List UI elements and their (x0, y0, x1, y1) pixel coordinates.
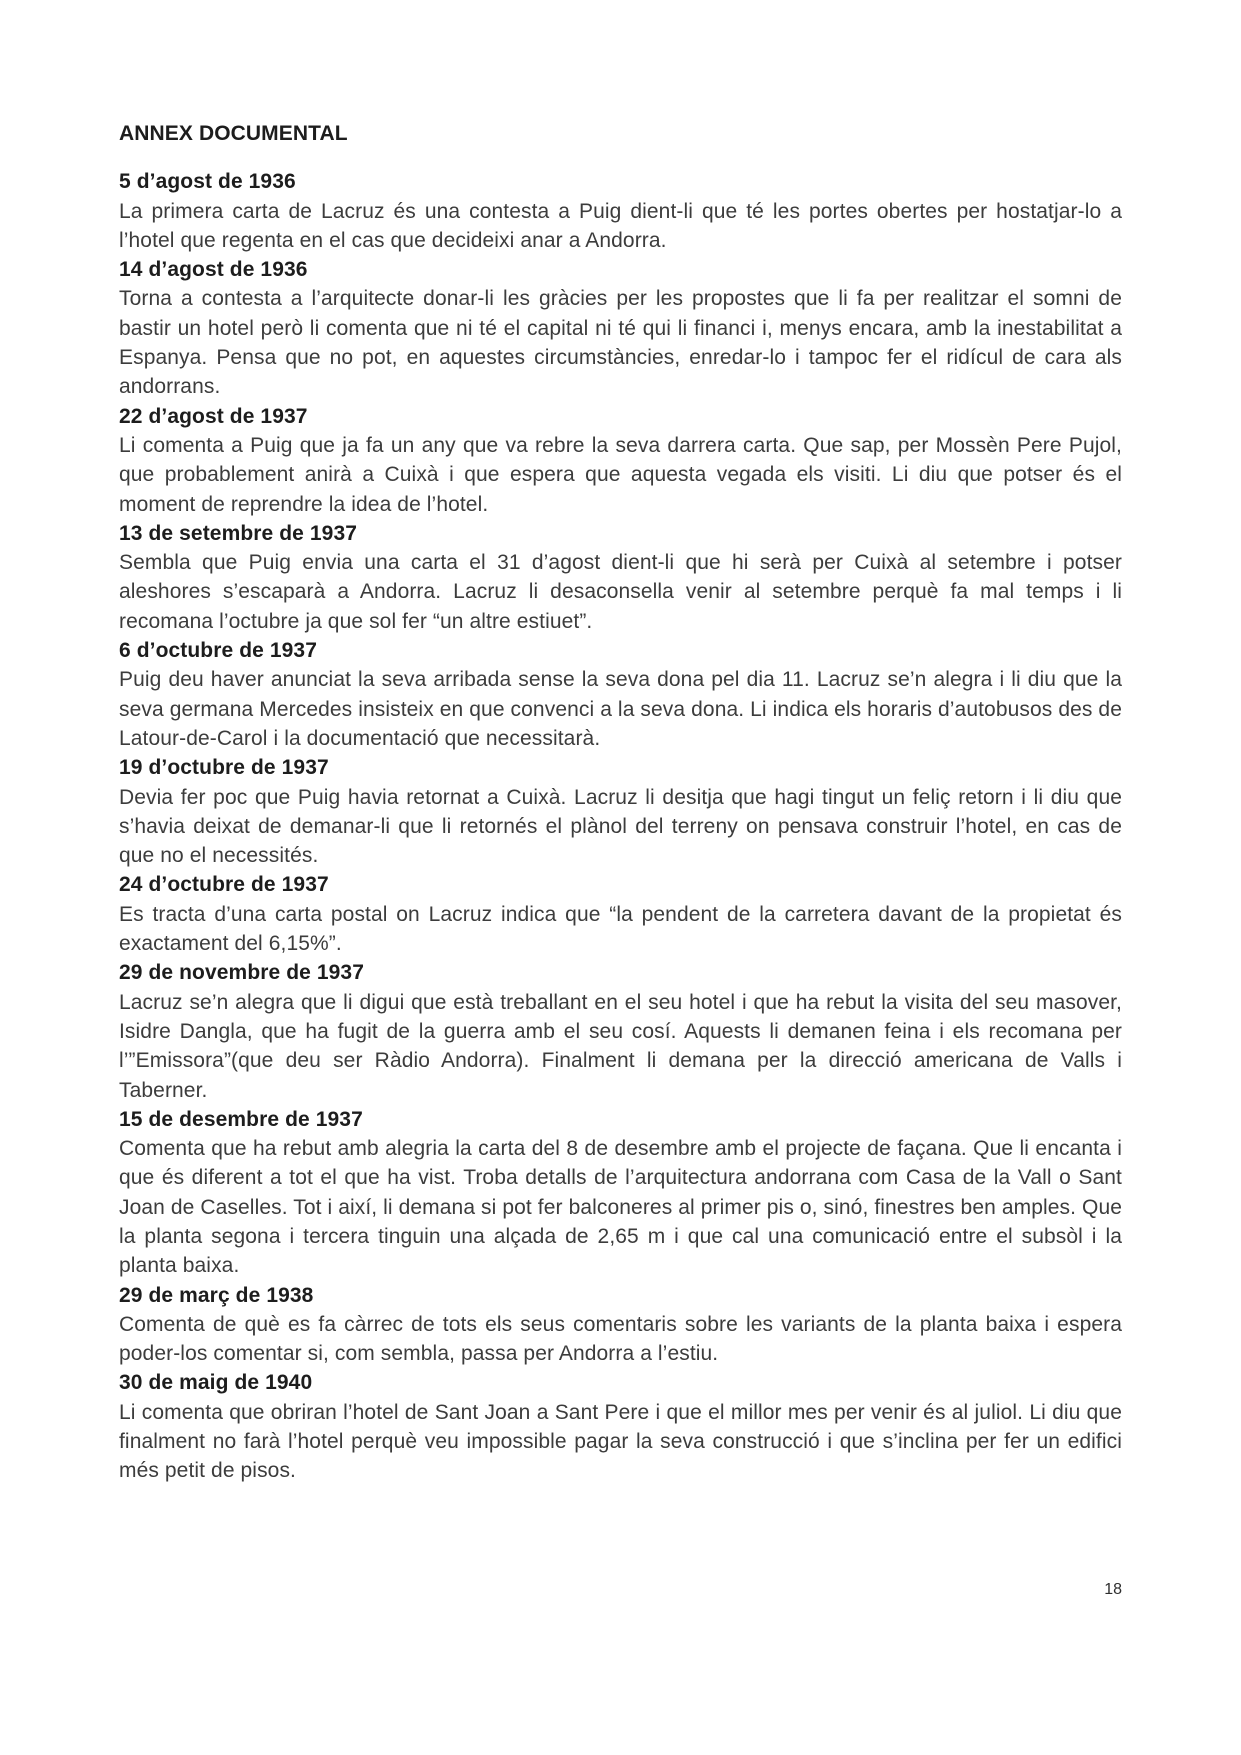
entry-date-heading: 22 d’agost de 1937 (119, 404, 308, 428)
section-entry (119, 753, 1122, 870)
entry-date-heading: 13 de setembre de 1937 (119, 521, 358, 545)
document-body (119, 119, 1122, 1486)
entry-paragraph: Devia fer poc que Puig havia retornat a Cuixà. Lacruz li desitja que hagi tingut un feliç retorn i li diu que s’havia deixat de demanar-li que li retornés el plànol del terreny on pensava construir l’hotel, en cas de que no el necessités. (119, 785, 1122, 868)
page-number: 18 (1104, 1581, 1122, 1598)
entry-date-heading: 29 de novembre de 1937 (119, 961, 364, 985)
entry-date-heading: 5 d’agost de 1936 (119, 170, 296, 194)
entry-date-heading: 14 d’agost de 1936 (119, 258, 308, 282)
section-entry (119, 519, 1122, 636)
entry-paragraph: Li comenta que obriran l’hotel de Sant Joan a Sant Pere i que el millor mes per venir és al juliol. Li diu que finalment no farà l’hotel perquè veu impossible pagar la seva construcció i que s’inclina per fer un edifici més petit de pisos. (119, 1400, 1122, 1483)
entry-date-heading: 29 de març de 1938 (119, 1283, 314, 1307)
entry-date-heading: 6 d’octubre de 1937 (119, 639, 317, 663)
section-entry (119, 255, 1122, 401)
entry-paragraph: Puig deu haver anunciat la seva arribada sense la seva dona pel dia 11. Lacruz se’n alegra i li diu que la seva germana Mercedes insisteix en que convenci a la seva dona. Li indica els horaris d’autobusos des de Latour-de-Carol i la documentació que necessitarà. (119, 668, 1122, 750)
entry-paragraph: La primera carta de Lacruz és una contesta a Puig dient-li que té les portes obertes per hostatjar-lo a l’hotel que regenta en el cas que decideixi anar a Andorra. (119, 199, 1122, 252)
section-entry (119, 1105, 1122, 1281)
entry-date-heading: 19 d’octubre de 1937 (119, 756, 329, 780)
entry-date-heading: 30 de maig de 1940 (119, 1371, 313, 1395)
section-entry (119, 1368, 1122, 1485)
page-title: ANNEX DOCUMENTAL (119, 122, 348, 145)
entry-date-heading: 24 d’octubre de 1937 (119, 873, 329, 897)
section-entry (119, 870, 1122, 958)
entry-paragraph: Comenta que ha rebut amb alegria la carta del 8 de desembre amb el projecte de façana. Que li encanta i que és diferent a tot el que ha vist. Troba detalls de l’arquitectura andorrana com Casa de la Vall o Sant Joan de Caselles. Tot i així, li demana si pot fer balconeres al primer pis o, sinó, finestres ben amples. Que la planta segona i tercera tinguin una alçada de 2,65 m i que cal una comunicació entre el subsòl i la planta baixa. (119, 1137, 1122, 1278)
entry-paragraph: Sembla que Puig envia una carta el 31 d’agost dient-li que hi serà per Cuixà al setembre i potser aleshores s’escaparà a Andorra. Lacruz li desaconsella venir al setembre perquè fa mal temps i li recomana l’octubre ja que sol fer “un altre estiuet”. (119, 551, 1122, 633)
section-entry (119, 636, 1122, 753)
entry-paragraph: Torna a contesta a l’arquitecte donar-li les gràcies per les propostes que li fa per realitzar el somni de bastir un hotel però li comenta que ni té el capital ni té qui li financi i, menys encara, amb la inestabilitat a Espanya. Pensa que no pot, en aquestes circumstàncies, enredar-lo i tampoc fer el ridícul de cara als andorrans. (119, 287, 1122, 399)
entry-paragraph: Li comenta a Puig que ja fa un any que va rebre la seva darrera carta. Que sap, per Mossèn Pere Pujol, que probablement anirà a Cuixà i que espera que aquesta vegada els visiti. Li diu que potser és el moment de reprendre la idea de l’hotel. (119, 433, 1122, 516)
entry-date-heading: 15 de desembre de 1937 (119, 1107, 363, 1131)
entry-paragraph: Es tracta d’una carta postal on Lacruz indica que “la pendent de la carretera davant de la propietat és exactament del 6,15%”. (119, 902, 1122, 956)
entry-paragraph: Comenta de què es fa càrrec de tots els seus comentaris sobre les variants de la planta baixa i espera poder-los comentar si, com sembla, passa per Andorra a l’estiu. (119, 1312, 1122, 1366)
section-entry (119, 402, 1122, 519)
section-entry (119, 1281, 1122, 1369)
section-entry (119, 167, 1122, 255)
entry-paragraph: Lacruz se’n alegra que li digui que està treballant en el seu hotel i que ha rebut la visita del seu masover, Isidre Dangla, que ha fugit de la guerra amb el seu cosí. Aquests li demanen feina i els recomana per l’”Emissora”(que deu ser Ràdio Andorra). Finalment li demana per la direcció americana de Valls i Taberner. (119, 990, 1122, 1102)
section-entry (119, 958, 1122, 1104)
